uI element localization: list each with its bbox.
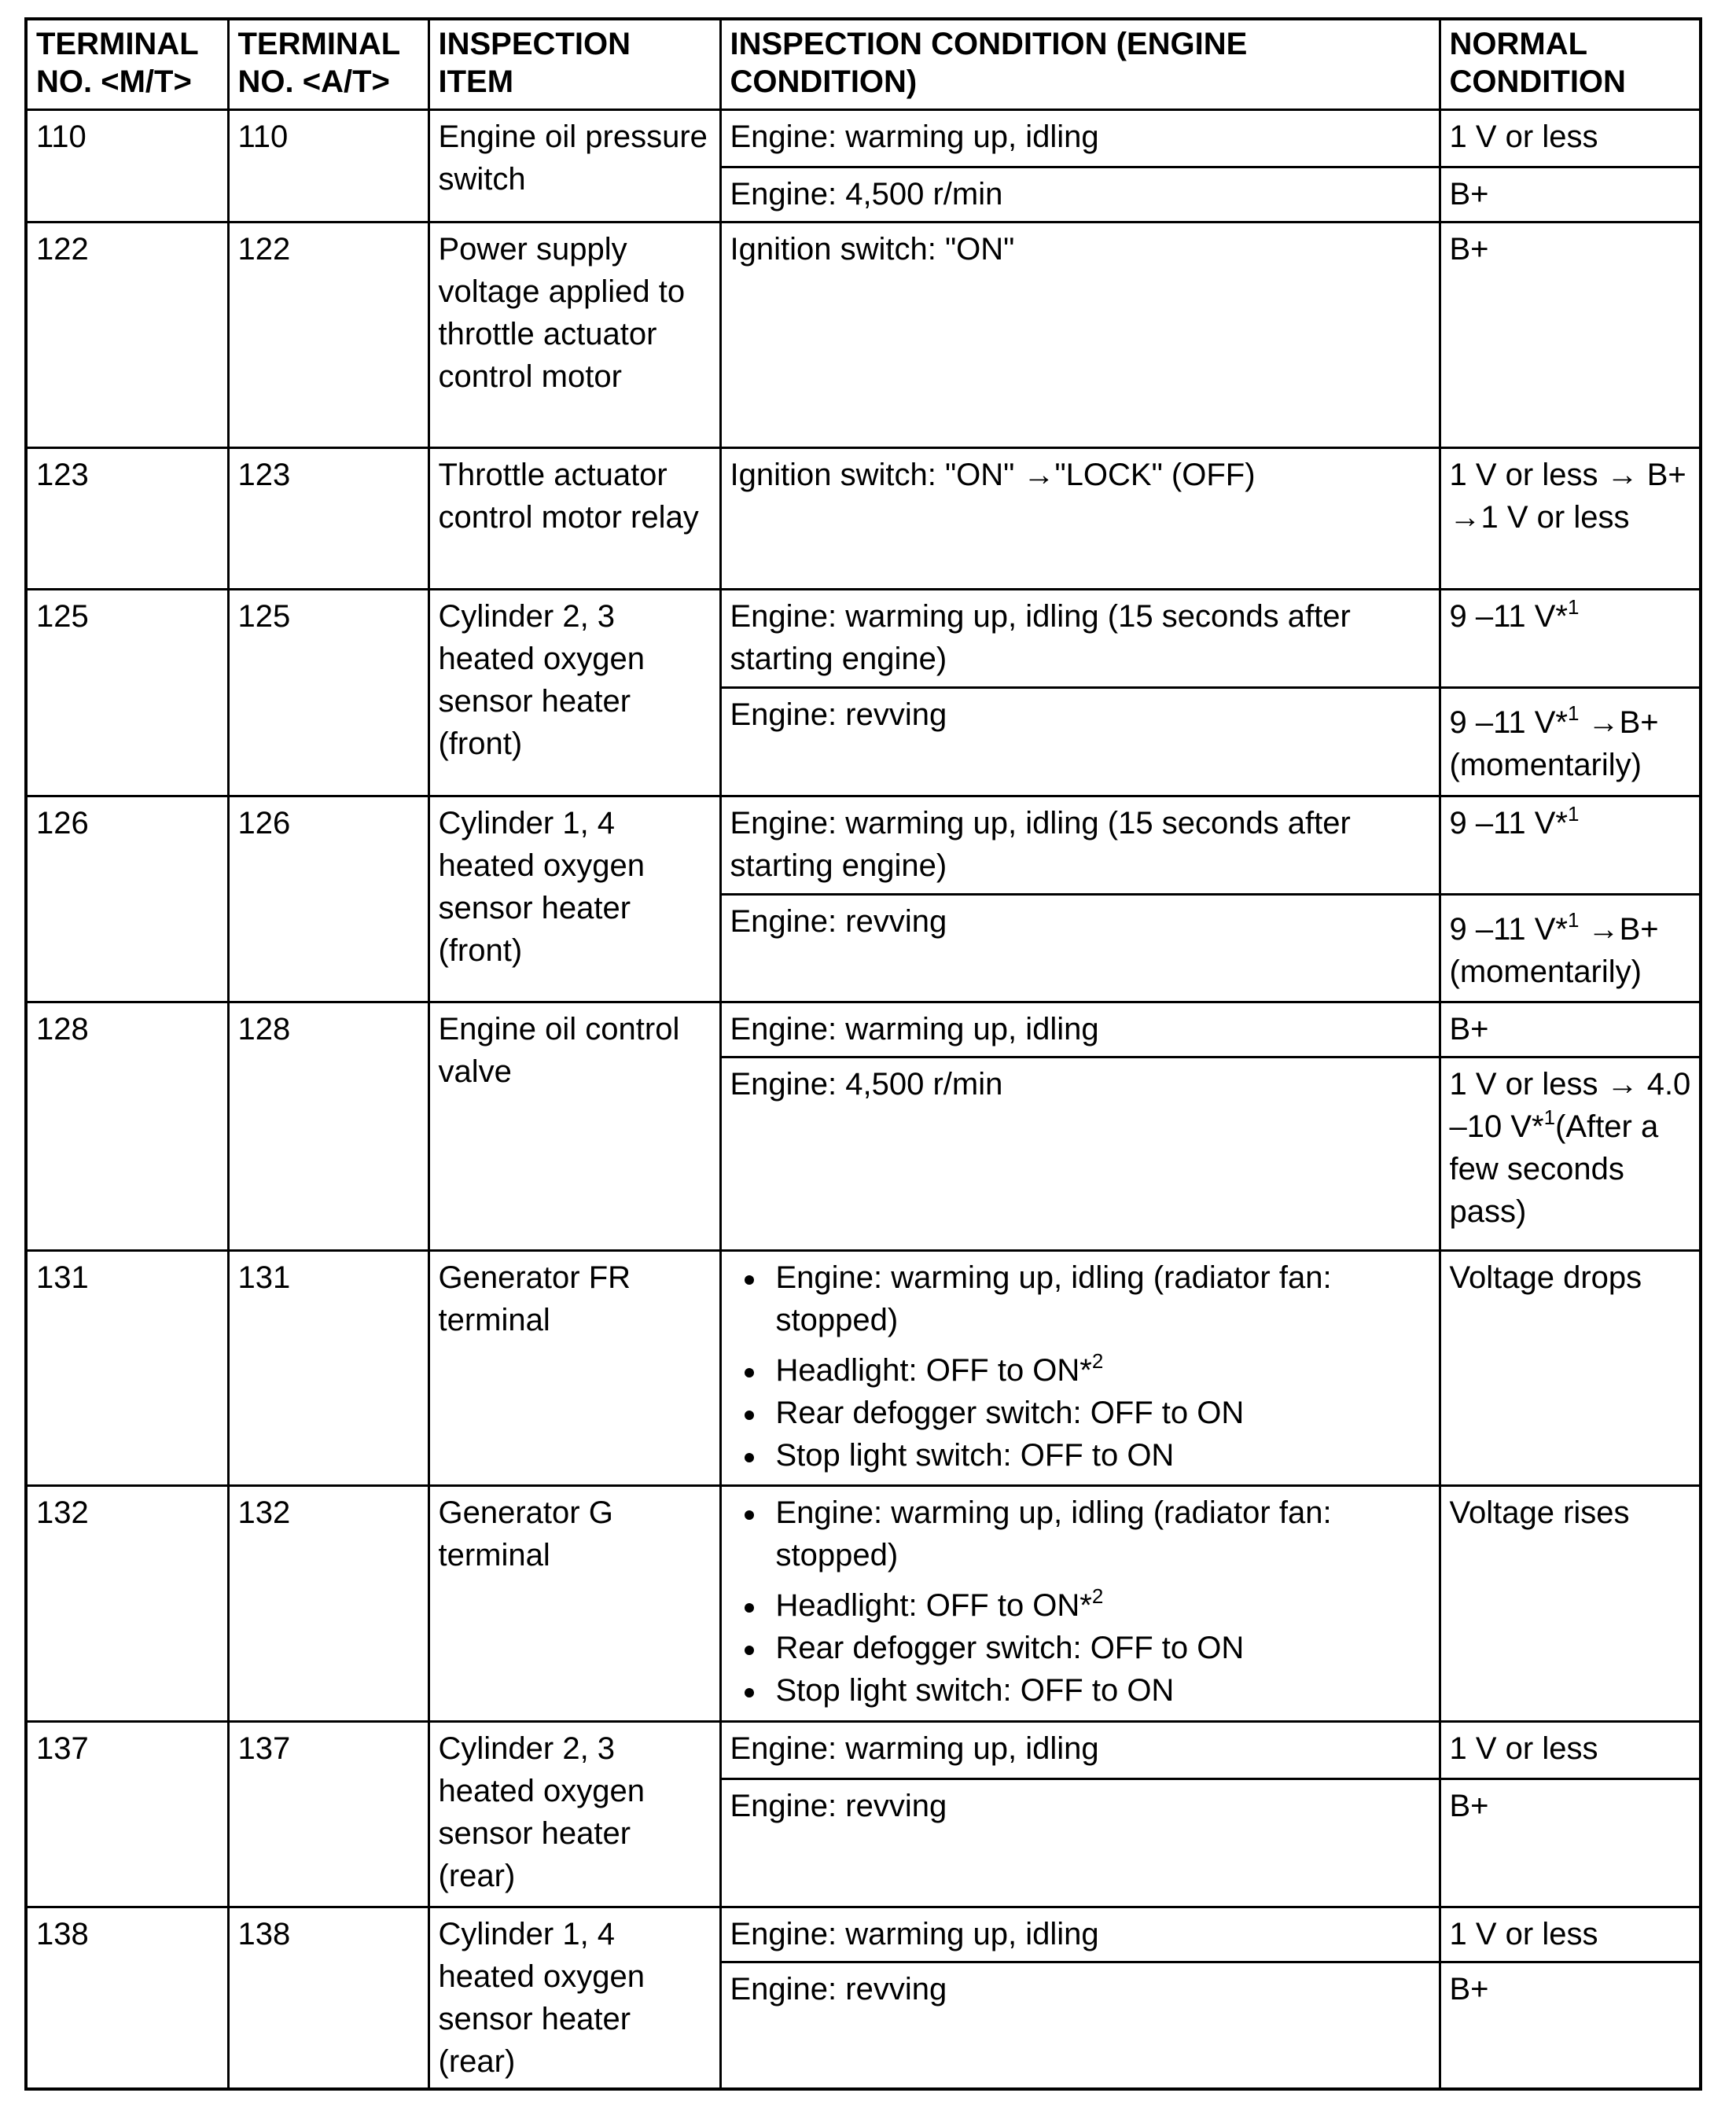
list-item: Stop light switch: OFF to ON <box>776 1669 1431 1712</box>
table-row <box>26 1002 1701 1057</box>
list-item: Engine: warming up, idling (radiator fan: stopped) <box>776 1492 1431 1576</box>
inspection-condition: Engine: revving <box>720 1962 1440 2089</box>
terminal-inspection-table <box>24 17 1702 2091</box>
normal-condition: Voltage drops <box>1440 1250 1701 1485</box>
footnote-ref: 1 <box>1543 1105 1556 1129</box>
inspection-item: Engine oil control valve <box>428 1002 720 1250</box>
inspection-condition: Engine: revving <box>720 894 1440 1002</box>
terminal-mt: 138 <box>26 1907 228 2089</box>
normal-condition: B+ <box>1440 1778 1701 1907</box>
list-item-text: Headlight: OFF to ON* <box>775 1587 1092 1623</box>
footnote-ref: 1 <box>1568 701 1580 725</box>
normal-condition <box>1440 589 1701 687</box>
inspection-item: Power supply voltage applied to throttle actuator control motor <box>428 222 720 447</box>
normal-condition <box>1440 894 1701 1002</box>
normal-condition: B+ <box>1440 1002 1701 1057</box>
condition-list <box>730 1256 1431 1477</box>
normal-condition: 1 V or less <box>1440 109 1701 167</box>
terminal-at: 128 <box>228 1002 428 1250</box>
terminal-mt: 131 <box>26 1250 228 1485</box>
table-row <box>26 589 1701 687</box>
normal-value-suffix: →B+ (momentarily) <box>1449 911 1659 989</box>
table-row <box>26 1907 1701 1962</box>
inspection-condition: Engine: 4,500 r/min <box>720 167 1440 222</box>
inspection-item: Throttle actuator control motor relay <box>428 447 720 589</box>
condition-list <box>730 1492 1431 1712</box>
inspection-condition: Engine: warming up, idling (15 seconds after starting engine) <box>720 589 1440 687</box>
list-item: Rear defogger switch: OFF to ON <box>776 1392 1431 1434</box>
inspection-condition <box>720 1485 1440 1721</box>
header-terminal-mt: TERMINAL NO. <M/T> <box>26 19 228 109</box>
inspection-condition: Engine: revving <box>720 687 1440 796</box>
normal-condition: B+ <box>1440 167 1701 222</box>
inspection-condition: Engine: warming up, idling <box>720 109 1440 167</box>
terminal-mt: 122 <box>26 222 228 447</box>
normal-condition: 1 V or less → B+ →1 V or less <box>1440 447 1701 589</box>
inspection-item: Generator G terminal <box>428 1485 720 1721</box>
footnote-ref: 1 <box>1568 801 1580 826</box>
inspection-condition: Ignition switch: "ON" <box>720 222 1440 447</box>
terminal-mt: 125 <box>26 589 228 796</box>
terminal-at: 123 <box>228 447 428 589</box>
inspection-item: Cylinder 1, 4 heated oxygen sensor heater (front) <box>428 796 720 1002</box>
list-item: Rear defogger switch: OFF to ON <box>776 1627 1431 1669</box>
inspection-condition: Engine: 4,500 r/min <box>720 1057 1440 1250</box>
footnote-ref: 1 <box>1568 594 1580 619</box>
list-item <box>776 1349 1431 1392</box>
inspection-condition: Engine: warming up, idling <box>720 1721 1440 1778</box>
normal-condition <box>1440 1057 1701 1250</box>
terminal-mt: 110 <box>26 109 228 222</box>
list-item: Engine: warming up, idling (radiator fan: stopped) <box>776 1256 1431 1341</box>
inspection-condition: Ignition switch: "ON" →"LOCK" (OFF) <box>720 447 1440 589</box>
header-terminal-at: TERMINAL NO. <A/T> <box>228 19 428 109</box>
header-inspection-item: INSPECTION ITEM <box>428 19 720 109</box>
terminal-mt: 123 <box>26 447 228 589</box>
terminal-at: 126 <box>228 796 428 1002</box>
table-row <box>26 1721 1701 1778</box>
inspection-item: Cylinder 1, 4 heated oxygen sensor heater (rear) <box>428 1907 720 2089</box>
terminal-at: 132 <box>228 1485 428 1721</box>
table-row <box>26 222 1701 447</box>
list-item-text: Headlight: OFF to ON* <box>775 1352 1092 1388</box>
normal-condition: Voltage rises <box>1440 1485 1701 1721</box>
table-row <box>26 109 1701 167</box>
normal-condition <box>1440 687 1701 796</box>
list-item: Stop light switch: OFF to ON <box>776 1434 1431 1477</box>
header-normal-condition: NORMAL CONDITION <box>1440 19 1701 109</box>
inspection-condition: Engine: warming up, idling <box>720 1907 1440 1962</box>
terminal-at: 138 <box>228 1907 428 2089</box>
inspection-item: Cylinder 2, 3 heated oxygen sensor heater (rear) <box>428 1721 720 1907</box>
normal-condition: 1 V or less <box>1440 1907 1701 1962</box>
table-row <box>26 1485 1701 1721</box>
normal-value: 9 –11 V* <box>1449 805 1568 840</box>
terminal-mt: 128 <box>26 1002 228 1250</box>
inspection-condition: Engine: revving <box>720 1778 1440 1907</box>
table-row <box>26 1250 1701 1485</box>
normal-value-suffix: →B+ (momentarily) <box>1449 704 1659 782</box>
normal-condition <box>1440 796 1701 894</box>
inspection-item: Engine oil pressure switch <box>428 109 720 222</box>
normal-value: 1 V or less → 4.0 –10 V* <box>1449 1066 1691 1144</box>
normal-value: 9 –11 V* <box>1449 911 1568 947</box>
header-row <box>26 19 1701 109</box>
terminal-at: 122 <box>228 222 428 447</box>
inspection-item: Cylinder 2, 3 heated oxygen sensor heater (front) <box>428 589 720 796</box>
terminal-at: 110 <box>228 109 428 222</box>
normal-condition: B+ <box>1440 1962 1701 2089</box>
normal-value: 9 –11 V* <box>1449 704 1568 740</box>
inspection-item: Generator FR terminal <box>428 1250 720 1485</box>
terminal-mt: 137 <box>26 1721 228 1907</box>
terminal-at: 137 <box>228 1721 428 1907</box>
table-row <box>26 447 1701 589</box>
header-inspection-condition: INSPECTION CONDITION (ENGINE CONDITION) <box>720 19 1440 109</box>
terminal-at: 125 <box>228 589 428 796</box>
normal-value-suffix: (After a few seconds pass) <box>1449 1109 1659 1229</box>
terminal-at: 131 <box>228 1250 428 1485</box>
list-item <box>776 1584 1431 1627</box>
footnote-ref: 1 <box>1568 907 1580 932</box>
footnote-ref: 2 <box>1091 1348 1104 1373</box>
table-row <box>26 796 1701 894</box>
terminal-mt: 132 <box>26 1485 228 1721</box>
footnote-ref: 2 <box>1091 1583 1104 1608</box>
inspection-condition <box>720 1250 1440 1485</box>
inspection-condition: Engine: warming up, idling (15 seconds after starting engine) <box>720 796 1440 894</box>
normal-value: 9 –11 V* <box>1449 598 1568 634</box>
terminal-mt: 126 <box>26 796 228 1002</box>
inspection-condition: Engine: warming up, idling <box>720 1002 1440 1057</box>
normal-condition: B+ <box>1440 222 1701 447</box>
normal-condition: 1 V or less <box>1440 1721 1701 1778</box>
